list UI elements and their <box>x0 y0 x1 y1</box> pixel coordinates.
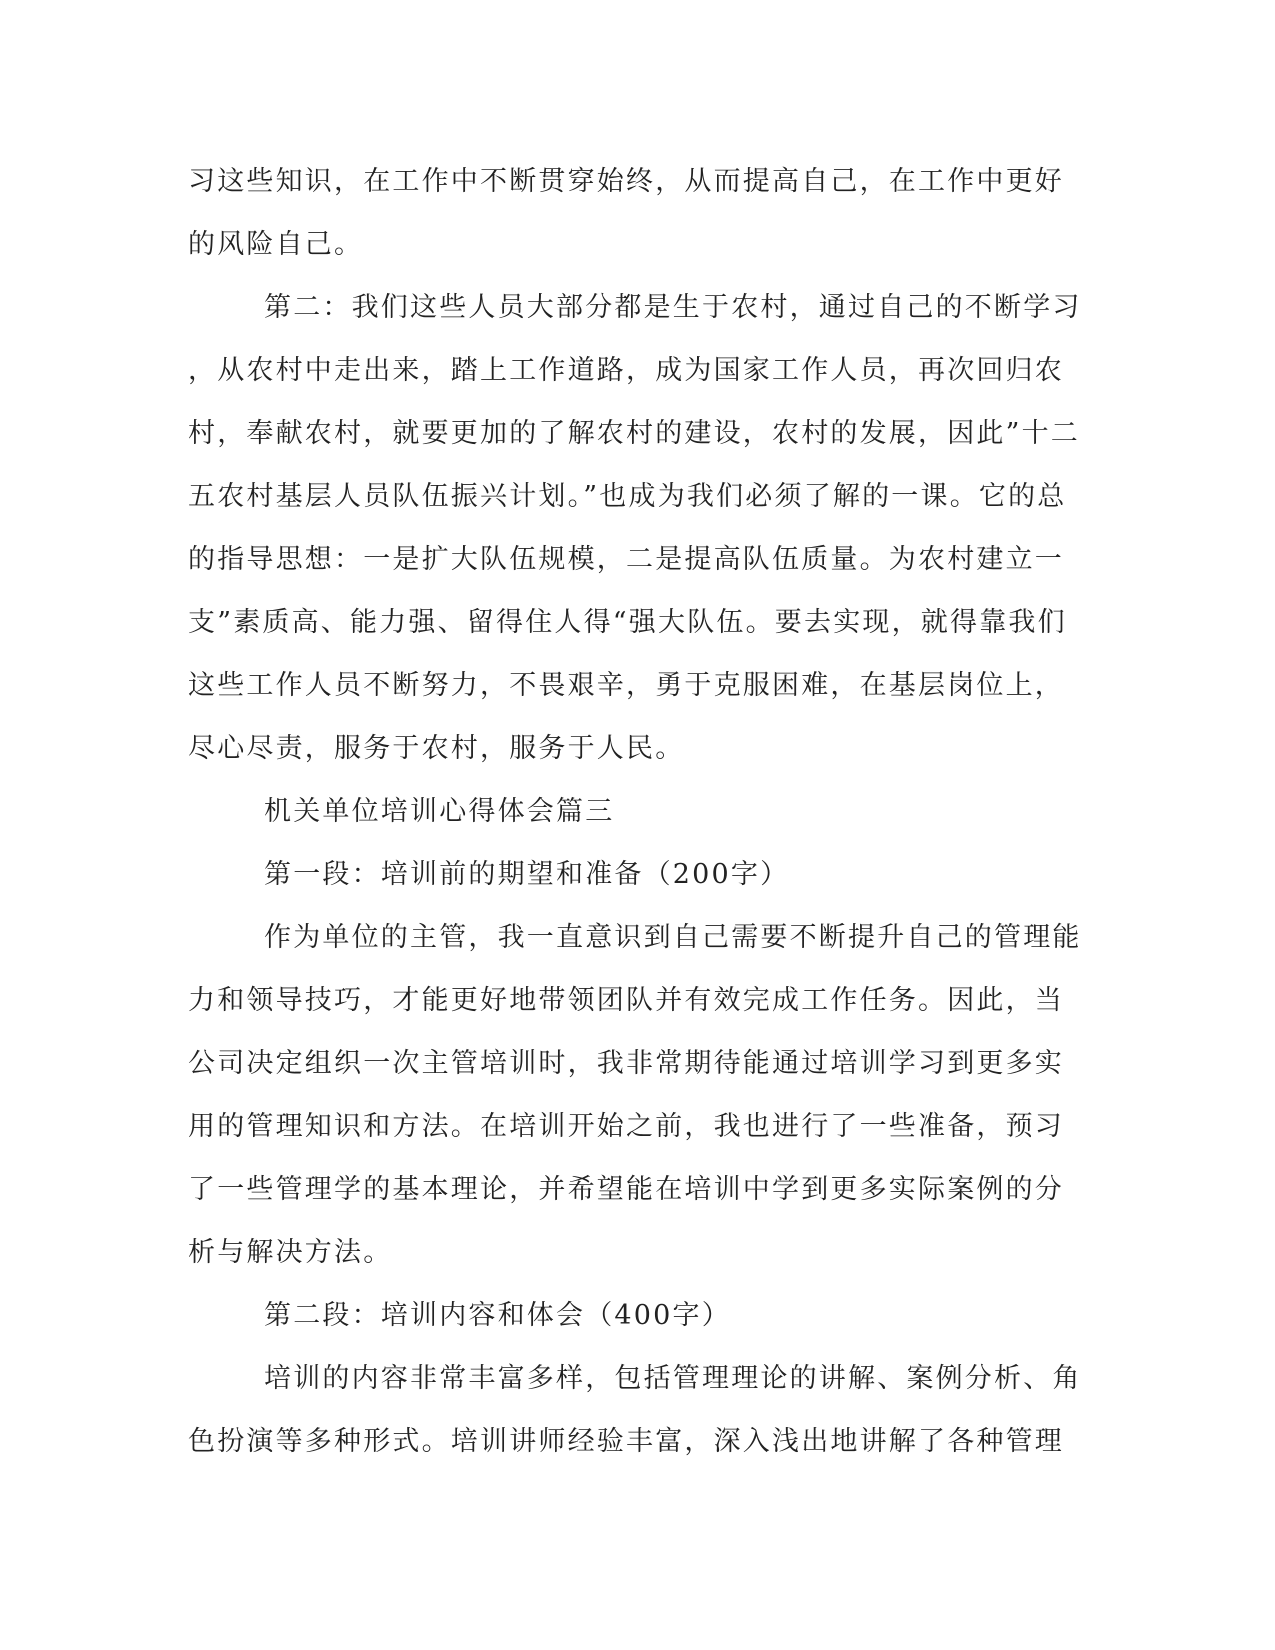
text-line: 作为单位的主管，我一直意识到自己需要不断提升自己的管理能 <box>264 922 1082 953</box>
text-line: 五农村基层人员队伍振兴计划。”也成为我们必须了解的一课。它的总 <box>188 481 1067 512</box>
text-line: 村，奉献农村，就要更加的了解农村的建设，农村的发展，因此”十二 <box>188 418 1081 449</box>
text-line: 析与解决方法。 <box>188 1237 393 1268</box>
text-line: ，从农村中走出来，踏上工作道路，成为国家工作人员，再次回归农 <box>188 355 1064 386</box>
text-line: 支”素质高、能力强、留得住人得“强大队伍。要去实现，就得靠我们 <box>188 607 1067 638</box>
text-line: 习这些知识，在工作中不断贯穿始终，从而提高自己，在工作中更好 <box>188 166 1064 197</box>
subsection-heading: 第二段：培训内容和体会（400字） <box>264 1300 731 1331</box>
text-line: 的指导思想：一是扩大队伍规模，二是提高队伍质量。为农村建立一 <box>188 544 1064 575</box>
text-line: 培训的内容非常丰富多样，包括管理理论的讲解、案例分析、角 <box>264 1363 1082 1394</box>
text-line: 用的管理知识和方法。在培训开始之前，我也进行了一些准备，预习 <box>188 1111 1064 1142</box>
text-line: 第二：我们这些人员大部分都是生于农村，通过自己的不断学习 <box>264 292 1082 323</box>
text-line: 尽心尽责，服务于农村，服务于人民。 <box>188 733 685 764</box>
section-heading: 机关单位培训心得体会篇三 <box>264 796 615 827</box>
text-line: 力和领导技巧，才能更好地带领团队并有效完成工作任务。因此，当 <box>188 985 1064 1016</box>
text-line: 色扮演等多种形式。培训讲师经验丰富，深入浅出地讲解了各种管理 <box>188 1426 1064 1457</box>
text-line: 公司决定组织一次主管培训时，我非常期待能通过培训学习到更多实 <box>188 1048 1064 1079</box>
subsection-heading: 第一段：培训前的期望和准备（200字） <box>264 859 790 890</box>
text-line: 这些工作人员不断努力，不畏艰辛，勇于克服困难，在基层岗位上， <box>188 670 1064 701</box>
text-line: 的风险自己。 <box>188 229 364 260</box>
text-line: 了一些管理学的基本理论，并希望能在培训中学到更多实际案例的分 <box>188 1174 1064 1205</box>
document-body <box>188 150 1082 1473</box>
